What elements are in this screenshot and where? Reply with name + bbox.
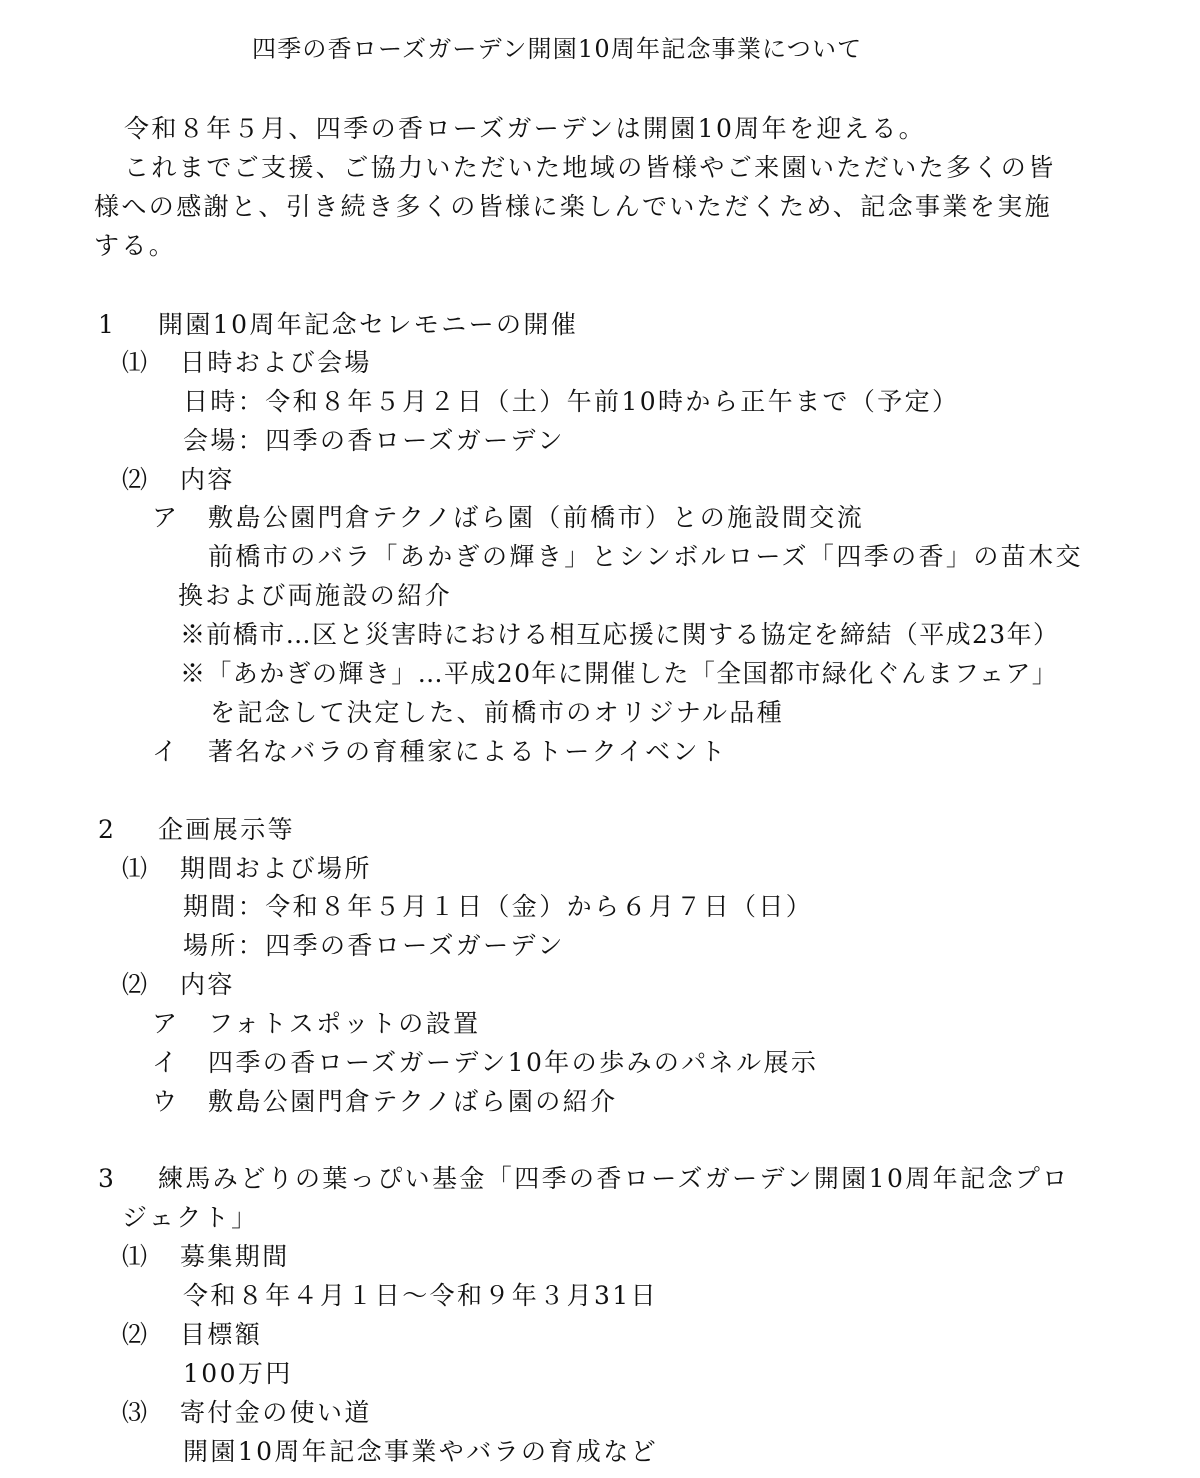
intro-paragraph-2-line-2: 様への感謝と、引き続き多くの皆様に楽しんでいただくため、記念事業を実施: [94, 192, 1053, 221]
section-1-sub-1-label: 日時および会場: [180, 348, 372, 377]
section-3-sub-2-label: 目標額: [180, 1320, 263, 1349]
section-1-heading: [98, 310, 578, 340]
section-2-title: 企画展示等: [158, 815, 296, 844]
section-3-sub-3: [122, 1398, 372, 1428]
item-a-description-line-1: 前橋市のバラ「あかぎの輝き」とシンボルローズ「四季の香」の苗木交: [208, 542, 1083, 571]
section-2-heading: [98, 815, 295, 845]
section-3-sub-1-number: ⑴: [122, 1242, 150, 1271]
section-3-sub-3-label: 寄付金の使い道: [180, 1398, 372, 1427]
ceremony-datetime: 日時：令和８年５月２日（土）午前10時から正午まで（予定）: [183, 387, 960, 416]
section-1-item-a-marker: ア: [152, 503, 180, 532]
section-1-item-a: [152, 503, 864, 533]
intro-paragraph-2-line-1: これまでご支援、ご協力いただいた地域の皆様やご来園いただいた多くの皆: [124, 153, 1056, 182]
list-item: [152, 1009, 481, 1039]
list-item-marker: ア: [152, 1009, 180, 1038]
section-1-item-i: [152, 737, 727, 767]
fund-period-value: 令和８年４月１日～令和９年３月31日: [183, 1281, 659, 1310]
section-1-number: 1: [98, 310, 117, 339]
section-1-sub-2: [122, 465, 235, 495]
exhibit-period: 期間：令和８年５月１日（金）から６月７日（日）: [183, 892, 814, 921]
item-a-description-line-2: 換および両施設の紹介: [178, 581, 453, 610]
intro-paragraph-1: 令和８年５月、四季の香ローズガーデンは開園10周年を迎える。: [124, 114, 927, 143]
section-2-number: 2: [98, 815, 117, 844]
section-2-sub-2-number: ⑵: [122, 970, 150, 999]
target-amount-value: 100万円: [183, 1359, 293, 1388]
section-3-title-line-2: ジェクト」: [122, 1203, 259, 1232]
list-item-label: 四季の香ローズガーデン10年の歩みのパネル展示: [208, 1048, 819, 1077]
section-2-sub-1-label: 期間および場所: [180, 854, 372, 883]
donation-use-value: 開園10周年記念事業やバラの育成など: [183, 1437, 659, 1466]
section-2-sub-1: [122, 854, 372, 884]
section-3-sub-1-label: 募集期間: [180, 1242, 290, 1271]
section-3-sub-2: [122, 1320, 262, 1350]
list-item: [152, 1048, 818, 1078]
section-3-number: 3: [98, 1164, 117, 1193]
section-1-sub-1-number: ⑴: [122, 348, 150, 377]
note-maebashi: ※前橋市…区と災害時における相互応援に関する協定を締結（平成23年）: [180, 620, 1060, 649]
section-3-title-line-1: 練馬みどりの葉っぴい基金「四季の香ローズガーデン開園10周年記念プロ: [158, 1164, 1070, 1193]
list-item-label: フォトスポットの設置: [208, 1009, 481, 1038]
section-3-heading: [98, 1164, 1070, 1194]
note-akagi-line-2: を記念して決定した、前橋市のオリジナル品種: [210, 698, 785, 727]
section-1-sub-2-label: 内容: [180, 465, 235, 494]
section-1-item-i-marker: イ: [152, 737, 180, 766]
list-item-label: 敷島公園門倉テクノばら園の紹介: [208, 1087, 618, 1116]
section-1-title: 開園10周年記念セレモニーの開催: [158, 310, 579, 339]
section-1-sub-1: [122, 348, 372, 378]
section-3-sub-2-number: ⑵: [122, 1320, 150, 1349]
page-title: 四季の香ローズガーデン開園10周年記念事業について: [252, 35, 863, 63]
section-2-sub-2-label: 内容: [180, 970, 235, 999]
section-2-sub-1-number: ⑴: [122, 854, 150, 883]
section-1-item-a-label: 敷島公園門倉テクノばら園（前橋市）との施設間交流: [208, 503, 865, 532]
list-item-marker: ウ: [152, 1087, 180, 1116]
section-3-sub-1: [122, 1242, 290, 1272]
section-3-sub-3-number: ⑶: [122, 1398, 150, 1427]
list-item-marker: イ: [152, 1048, 180, 1077]
list-item: [152, 1087, 618, 1117]
section-1-item-i-label: 著名なバラの育種家によるトークイベント: [208, 737, 728, 766]
note-akagi-line-1: ※「あかぎの輝き」…平成20年に開催した「全国都市緑化ぐんまフェア」: [180, 659, 1059, 688]
section-2-sub-2: [122, 970, 235, 1000]
ceremony-venue: 会場：四季の香ローズガーデン: [183, 426, 565, 455]
exhibit-place: 場所：四季の香ローズガーデン: [183, 931, 565, 960]
section-1-sub-2-number: ⑵: [122, 465, 150, 494]
intro-paragraph-2-line-3: する。: [94, 231, 177, 260]
